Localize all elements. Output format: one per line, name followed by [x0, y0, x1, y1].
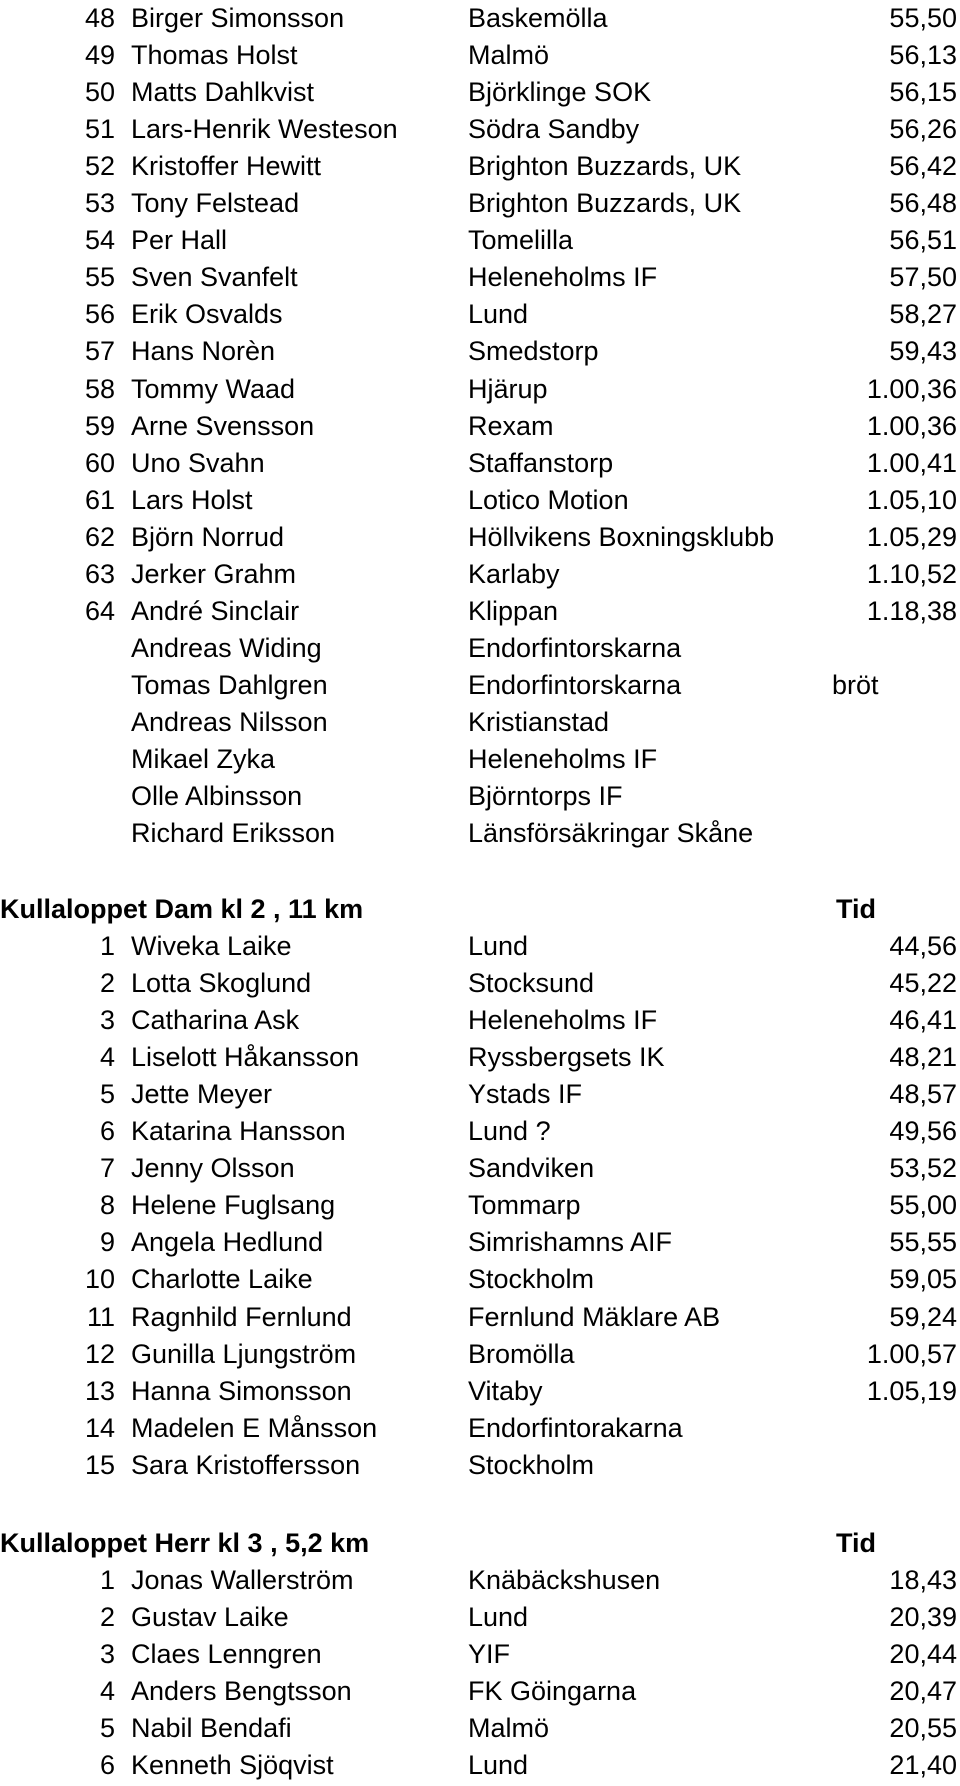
- runner-name: Per Hall: [131, 225, 228, 256]
- result-row: [0, 965, 960, 1002]
- result-row: [0, 928, 960, 965]
- result-row: [0, 1673, 960, 1710]
- result-row: [0, 667, 960, 704]
- runner-name: Birger Simonsson: [131, 3, 345, 33]
- result-row: [0, 37, 960, 74]
- place-number: 9: [99, 1227, 115, 1258]
- result-row: [0, 185, 960, 222]
- place-number: 63: [84, 558, 115, 589]
- club-name: Simrishamns AIF: [468, 1227, 673, 1258]
- finish-time: 56,13: [889, 40, 957, 71]
- place-number: 3: [99, 1639, 115, 1670]
- runner-name: Lars-Henrik Westeson: [131, 114, 398, 145]
- place-number: 48: [84, 3, 115, 33]
- finish-time: 1.05,29: [866, 521, 957, 552]
- club-name: YIF: [468, 1639, 511, 1670]
- club-name: Kristianstad: [468, 706, 610, 737]
- finish-time: 1.00,36: [866, 373, 957, 404]
- place-number: 6: [99, 1750, 115, 1781]
- place-number: 1: [99, 931, 115, 961]
- finish-time: 56,15: [889, 77, 957, 108]
- club-name: Vitaby: [468, 1375, 543, 1406]
- status-note: bröt: [832, 669, 879, 700]
- club-name: Sandviken: [468, 1153, 595, 1184]
- runner-name: Thomas Holst: [131, 40, 298, 71]
- finish-time: 46,41: [889, 1005, 957, 1036]
- club-name: Baskemölla: [468, 3, 608, 33]
- finish-time: 20,39: [889, 1602, 957, 1633]
- place-number: 8: [99, 1190, 115, 1221]
- runner-name: Nabil Bendafi: [131, 1713, 292, 1744]
- club-name: Brighton Buzzards, UK: [468, 188, 742, 219]
- time-column-header: Tid: [836, 1528, 876, 1558]
- result-row: [0, 1599, 960, 1636]
- runner-name: Katarina Hansson: [131, 1116, 346, 1147]
- runner-name: Gustav Laike: [131, 1602, 289, 1633]
- finish-time: 57,50: [889, 262, 957, 293]
- place-number: 5: [99, 1079, 115, 1110]
- finish-time: 55,00: [889, 1190, 957, 1221]
- place-number: 53: [84, 188, 115, 219]
- club-name: Lotico Motion: [468, 484, 629, 515]
- club-name: Smedstorp: [468, 336, 599, 367]
- result-row: [0, 1187, 960, 1224]
- place-number: 61: [84, 484, 115, 515]
- place-number: 2: [99, 1602, 115, 1633]
- club-name: Bromölla: [468, 1338, 575, 1369]
- place-number: 1: [99, 1565, 115, 1595]
- club-name: Höllvikens Boxningsklubb: [468, 521, 775, 552]
- finish-time: 1.00,36: [866, 410, 957, 441]
- time-column-header: Tid: [836, 894, 876, 924]
- place-number: 7: [99, 1153, 115, 1184]
- runner-name: Tomas Dahlgren: [131, 669, 328, 700]
- runner-name: Helene Fuglsang: [131, 1190, 336, 1221]
- finish-time: 20,47: [889, 1676, 957, 1707]
- finish-time: 59,43: [889, 336, 957, 367]
- result-row: [0, 741, 960, 778]
- club-name: Heleneholms IF: [468, 262, 658, 293]
- result-row: [0, 333, 960, 370]
- result-row: [0, 1410, 960, 1447]
- runner-name: Hans Norèn: [131, 336, 276, 367]
- result-row: [0, 815, 960, 852]
- runner-name: Matts Dahlkvist: [131, 77, 315, 108]
- club-name: Tomelilla: [468, 225, 574, 256]
- club-name: FK Göingarna: [468, 1676, 637, 1707]
- finish-time: 45,22: [889, 968, 957, 999]
- club-name: Lund: [468, 1602, 529, 1633]
- runner-name: Ragnhild Fernlund: [131, 1301, 352, 1332]
- place-number: 2: [99, 968, 115, 999]
- runner-name: Andreas Widing: [131, 632, 322, 663]
- result-row: [0, 1373, 960, 1410]
- place-number: 50: [84, 77, 115, 108]
- club-name: Södra Sandby: [468, 114, 640, 145]
- club-name: Björklinge SOK: [468, 77, 652, 108]
- club-name: Klippan: [468, 595, 559, 626]
- place-number: 49: [84, 40, 115, 71]
- place-number: 57: [84, 336, 115, 367]
- result-row: [0, 630, 960, 667]
- result-row: [0, 1076, 960, 1113]
- finish-time: 58,27: [889, 299, 957, 330]
- result-row: [0, 74, 960, 111]
- runner-name: Tony Felstead: [131, 188, 300, 219]
- runner-name: Arne Svensson: [131, 410, 315, 441]
- club-name: Endorfintorskarna: [468, 669, 682, 700]
- result-row: [0, 1336, 960, 1373]
- runner-name: André Sinclair: [131, 595, 300, 626]
- club-name: Karlaby: [468, 558, 560, 589]
- finish-time: 59,24: [889, 1301, 957, 1332]
- club-name: Ryssbergsets IK: [468, 1042, 665, 1073]
- place-number: 60: [84, 447, 115, 478]
- place-number: 64: [84, 595, 115, 626]
- runner-name: Lotta Skoglund: [131, 968, 312, 999]
- club-name: Malmö: [468, 1713, 550, 1744]
- place-number: 12: [84, 1338, 115, 1369]
- finish-time: 48,21: [889, 1042, 957, 1073]
- result-row: [0, 519, 960, 556]
- club-name: Björntorps IF: [468, 781, 623, 812]
- club-name: Staffanstorp: [468, 447, 614, 478]
- club-name: Malmö: [468, 40, 550, 71]
- club-name: Knäbäckshusen: [468, 1565, 661, 1595]
- place-number: 56: [84, 299, 115, 330]
- runner-name: Jette Meyer: [131, 1079, 273, 1110]
- club-name: Brighton Buzzards, UK: [468, 151, 742, 182]
- runner-name: Jerker Grahm: [131, 558, 297, 589]
- club-name: Stockholm: [468, 1264, 595, 1295]
- finish-time: 20,44: [889, 1639, 957, 1670]
- finish-time: 56,48: [889, 188, 957, 219]
- finish-time: 1.18,38: [866, 595, 957, 626]
- result-row: [0, 1747, 960, 1784]
- place-number: 10: [84, 1264, 115, 1295]
- result-row: [0, 222, 960, 259]
- runner-name: Charlotte Laike: [131, 1264, 313, 1295]
- result-row: [0, 296, 960, 333]
- club-name: Ystads IF: [468, 1079, 583, 1110]
- result-row: [0, 1039, 960, 1076]
- finish-time: 1.00,57: [866, 1338, 957, 1369]
- runner-name: Erik Osvalds: [131, 299, 283, 330]
- finish-time: 20,55: [889, 1713, 957, 1744]
- club-name: Lund ?: [468, 1116, 551, 1147]
- club-name: Stockholm: [468, 1449, 595, 1480]
- finish-time: 56,42: [889, 151, 957, 182]
- runner-name: Sara Kristoffersson: [131, 1449, 361, 1480]
- place-number: 55: [84, 262, 115, 293]
- result-row: [0, 445, 960, 482]
- runner-name: Wiveka Laike: [131, 931, 292, 961]
- club-name: Endorfintorakarna: [468, 1412, 683, 1443]
- club-name: Länsförsäkringar Skåne: [468, 818, 754, 849]
- runner-name: Jonas Wallerström: [131, 1565, 354, 1595]
- runner-name: Madelen E Månsson: [131, 1412, 378, 1443]
- finish-time: 1.10,52: [866, 558, 957, 589]
- result-row: [0, 1261, 960, 1298]
- finish-time: 48,57: [889, 1079, 957, 1110]
- runner-name: Gunilla Ljungström: [131, 1338, 357, 1369]
- place-number: 13: [84, 1375, 115, 1406]
- result-row: [0, 1002, 960, 1039]
- result-row: [0, 482, 960, 519]
- result-row: [0, 408, 960, 445]
- section-title: Kullaloppet Dam kl 2 , 11 km: [0, 894, 364, 924]
- finish-time: 18,43: [889, 1565, 957, 1595]
- place-number: 5: [99, 1713, 115, 1744]
- club-name: Stocksund: [468, 968, 595, 999]
- finish-time: 56,26: [889, 114, 957, 145]
- runner-name: Uno Svahn: [131, 447, 265, 478]
- club-name: Lund: [468, 299, 529, 330]
- runner-name: Angela Hedlund: [131, 1227, 324, 1258]
- result-row: [0, 1150, 960, 1187]
- result-row: [0, 593, 960, 630]
- runner-name: Tommy Waad: [131, 373, 296, 404]
- result-row: [0, 111, 960, 148]
- club-name: Lund: [468, 1750, 529, 1781]
- place-number: 14: [84, 1412, 115, 1443]
- place-number: 3: [99, 1005, 115, 1036]
- finish-time: 21,40: [889, 1750, 957, 1781]
- result-row: [0, 1710, 960, 1747]
- result-row: [0, 1113, 960, 1150]
- runner-name: Sven Svanfelt: [131, 262, 298, 293]
- runner-name: Liselott Håkansson: [131, 1042, 360, 1073]
- result-row: [0, 0, 960, 37]
- runner-name: Lars Holst: [131, 484, 253, 515]
- club-name: Tommarp: [468, 1190, 581, 1221]
- club-name: Heleneholms IF: [468, 744, 658, 774]
- finish-time: 53,52: [889, 1153, 957, 1184]
- result-row: [0, 556, 960, 593]
- finish-time: 56,51: [889, 225, 957, 256]
- runner-name: Claes Lenngren: [131, 1639, 322, 1670]
- club-name: Hjärup: [468, 373, 548, 404]
- result-row: [0, 259, 960, 296]
- runner-name: Kristoffer Hewitt: [131, 151, 322, 182]
- runner-name: Olle Albinsson: [131, 781, 303, 812]
- club-name: Fernlund Mäklare AB: [468, 1301, 721, 1332]
- runner-name: Catharina Ask: [131, 1005, 300, 1036]
- place-number: 54: [84, 225, 115, 256]
- section-title: Kullaloppet Herr kl 3 , 5,2 km: [0, 1528, 370, 1558]
- result-row: [0, 1224, 960, 1261]
- section-header-dam: [0, 891, 960, 928]
- club-name: Heleneholms IF: [468, 1005, 658, 1036]
- place-number: 4: [99, 1676, 115, 1707]
- place-number: 11: [86, 1301, 115, 1332]
- place-number: 59: [84, 410, 115, 441]
- finish-time: 55,55: [889, 1227, 957, 1258]
- result-row: [0, 778, 960, 815]
- finish-time: 1.05,19: [866, 1375, 957, 1406]
- place-number: 4: [99, 1042, 115, 1073]
- club-name: Lund: [468, 931, 529, 961]
- result-row: [0, 1299, 960, 1336]
- finish-time: 59,05: [889, 1264, 957, 1295]
- runner-name: Hanna Simonsson: [131, 1375, 352, 1406]
- result-row: [0, 704, 960, 741]
- place-number: 15: [84, 1449, 115, 1480]
- result-row: [0, 371, 960, 408]
- runner-name: Jenny Olsson: [131, 1153, 295, 1184]
- finish-time: 1.00,41: [866, 447, 957, 478]
- section-header-herr: [0, 1525, 960, 1562]
- place-number: 58: [84, 373, 115, 404]
- place-number: 6: [99, 1116, 115, 1147]
- place-number: 52: [84, 151, 115, 182]
- finish-time: 44,56: [889, 931, 957, 961]
- runner-name: Andreas Nilsson: [131, 706, 328, 737]
- place-number: 51: [84, 114, 115, 145]
- result-row: [0, 1562, 960, 1599]
- result-row: [0, 148, 960, 185]
- runner-name: Richard Eriksson: [131, 818, 336, 849]
- finish-time: 1.05,10: [866, 484, 957, 515]
- runner-name: Mikael Zyka: [131, 744, 276, 774]
- runner-name: Björn Norrud: [131, 521, 285, 552]
- club-name: Endorfintorskarna: [468, 632, 682, 663]
- place-number: 62: [84, 521, 115, 552]
- result-row: [0, 1636, 960, 1673]
- finish-time: 55,50: [889, 3, 957, 33]
- result-row: [0, 1447, 960, 1484]
- club-name: Rexam: [468, 410, 554, 441]
- runner-name: Kenneth Sjöqvist: [131, 1750, 334, 1781]
- finish-time: 49,56: [889, 1116, 957, 1147]
- runner-name: Anders Bengtsson: [131, 1676, 352, 1707]
